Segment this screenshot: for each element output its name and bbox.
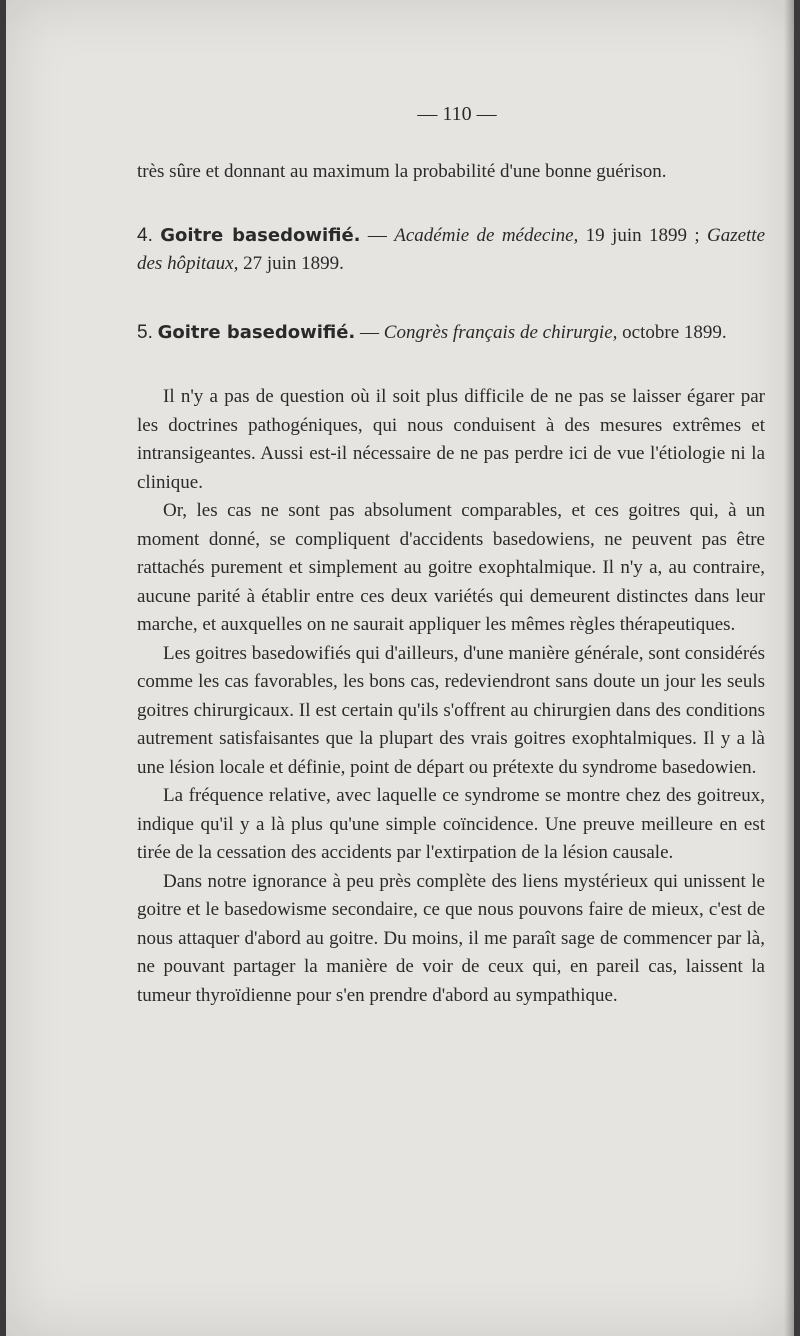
reference-title: Goitre basedowifié. [157,321,356,343]
paragraph: Les goitres basedowifiés qui d'ailleurs, d'une manière générale, sont considérés comme les cas favorables, les bons cas, redeviendront sans doute un jour les seuls goitres chirurgicaux. Il est certain qu'ils s'offrent au chirurgien dans des conditions autrement satisfaisantes que la plupart des vrais goitres exophtalmiques. Il y a là une lésion locale et définie, point de départ ou prétexte du syndrome basedowien. [137,642,765,778]
reference-4 [137,222,765,279]
body-text [137,383,765,1010]
book-page [6,0,794,1336]
reference-date: octobre 1899. [617,321,727,343]
reference-date-2: 27 juin 1899. [238,253,344,274]
page-number: — 110 — [417,103,497,125]
reference-source: Congrès français de chirurgie, [383,321,618,343]
reference-source-2: Gazette des hôpitaux, [137,224,766,274]
text-block [137,100,765,1010]
paragraph: Il n'y a pas de question où il soit plus difficile de ne pas se laisser égarer par les doctrines pathogéniques, qui nous conduisent à des mesures extrêmes et intransigeantes. Aussi est-il nécessaire de ne pas perdre ici de vue l'étiologie ni la clinique. [137,386,765,493]
reference-5 [137,319,765,348]
reference-dash: — [355,321,384,343]
reference-number: 5. [137,321,153,343]
reference-date: 19 juin 1899 ; [578,224,707,246]
reference-title: Goitre basedowifié. [160,224,361,246]
paragraph: Or, les cas ne sont pas absolument comparables, et ces goitres qui, à un moment donné, se compliquent d'accidents basedowiens, ne peuvent pas être rattachés purement et simplement au goitre exophtalmique. Il n'y a, au contraire, aucune parité à établir entre ces deux variétés qui demeurent distinctes dans leur marche, et auxquelles on ne saurait appliquer les mêmes règles thérapeutiques. [137,500,765,635]
paragraph: Dans notre ignorance à peu près complète des liens mystérieux qui unissent le goitre et le basedowisme secondaire, ce que nous pouvons faire de mieux, c'est de nous attaquer d'abord au goitre. Du moins, il me paraît sage de commencer par là, ne pouvant partager la manière de voir de ceux qui, en pareil cas, laissent la tumeur thyroïdienne pour s'en prendre d'abord au sympathique. [137,870,765,1006]
reference-source: Académie de médecine, [394,224,579,246]
reference-number: 4. [137,224,153,246]
intro-paragraph: très sûre et donnant au maximum la probabilité d'une bonne guérison. [137,161,667,182]
reference-dash: — [360,224,395,246]
paragraph: La fréquence relative, avec laquelle ce syndrome se montre chez des goitreux, indique qu'il y a là plus qu'une simple coïncidence. Une preuve meilleure en est tirée de la cessation des accidents par l'extirpation de la lésion causale. [137,785,765,863]
